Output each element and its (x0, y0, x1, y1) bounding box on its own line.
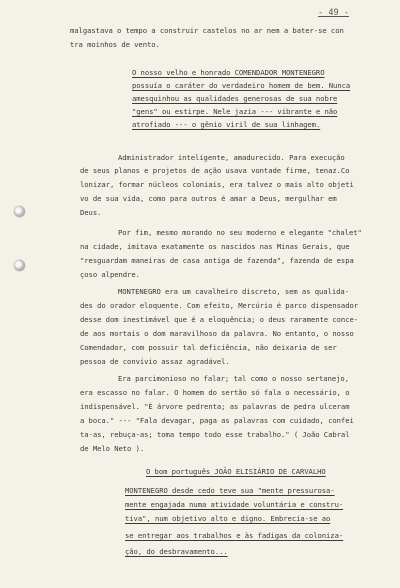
quote-line: tiva", num objetivo alto e digno. Embrecia-se ao (125, 514, 331, 523)
text-line: malgastava o tempo a construir castelos no ar nem a bater-se con (70, 26, 344, 35)
text-line: desse dom inestimável que é a eloquência; o deus raramente conce- (80, 315, 359, 324)
text-line: çoso alpendre. (80, 270, 140, 279)
text-line: Por fim, mesmo morando no seu moderno e elegante "chalet" (118, 228, 362, 237)
text-line: Comendador, com possuir tal deficiência, não deixaria de ser (80, 343, 337, 352)
quote-line: se entregar aos trabalhos e às fadigas da coloniza- (125, 531, 344, 540)
text-line: de Melo Neto ). (80, 444, 145, 453)
quote-line: "gens" ou estirpe. Nele jazia --- vibrante e não (132, 107, 338, 116)
quote-line: mente engajada numa atividade voluntária e constru- (125, 500, 344, 509)
text-line: "resguardam maneiras de casa antiga de fazenda", fazenda de espa (80, 256, 354, 265)
quote-line: possuía o caráter do verdadeiro homem de bem. Nunca (132, 81, 351, 90)
punch-hole-bottom (14, 260, 25, 271)
text-line: des do orador eloquente. Com efeito, Mercúrio é parco dispensador (80, 301, 359, 310)
quote-line: ção, do desbravamento... (125, 547, 228, 556)
quote-line: O nosso velho e honrado COMENDADOR MONTENEGRO (132, 68, 325, 77)
quote-line: O bom português JOÃO ELISIÁRIO DE CARVALHO (146, 467, 326, 476)
text-line: lonizar, formar núcleos coloniais, era talvez o mais alto objeti (80, 180, 354, 189)
text-line: Era parcimonioso no falar; tal como o nosso sertanejo, (118, 374, 349, 383)
text-line: MONTENEGRO era um cavalheiro discreto, sem as qualida- (118, 287, 349, 296)
text-line: ta-as, rebuça-as; toma tempo todo esse trabalho." ( João Cabral (80, 430, 350, 439)
text-line: na cidade, imitava exatamente os nascidos nas Minas Gerais, que (80, 242, 350, 251)
text-line: de aos mortais o dom maravilhoso da palavra. No entanto, o nosso (80, 329, 354, 338)
quote-line: MONTENEGRO desde cedo teve sua "mente pressurosa- (125, 486, 335, 495)
text-line: pessoa de convívio assaz agradável. (80, 357, 230, 366)
text-line: Administrador inteligente, amadurecido. Para execução (118, 153, 345, 162)
text-line: Deus. (80, 208, 102, 217)
quote-line: atrofiado --- o gênio viril de sua linhagem. (132, 120, 321, 129)
text-line: tra moinhos de vento. (70, 40, 160, 49)
text-line: era escasso no falar. O homem do sertão só fala o necessário, o (80, 388, 350, 397)
text-line: de seus planos e projetos de ação usava vontade firme, tenaz.Co (80, 166, 350, 175)
page-number: - 49 - (318, 8, 350, 18)
text-line: a boca." --- "Fala devagar, paga as palavras com cuidado, confei (80, 416, 354, 425)
quote-line: amesquinhou as qualidades generosas de sua nobre (132, 94, 338, 103)
text-line: indispensável. "É árvore pedrenta; as palavras de pedra ulceram (80, 402, 350, 411)
punch-hole-top (14, 206, 25, 217)
text-line: vo de sua vida, como para outros é amar a Deus, mergulhar em (80, 194, 337, 203)
